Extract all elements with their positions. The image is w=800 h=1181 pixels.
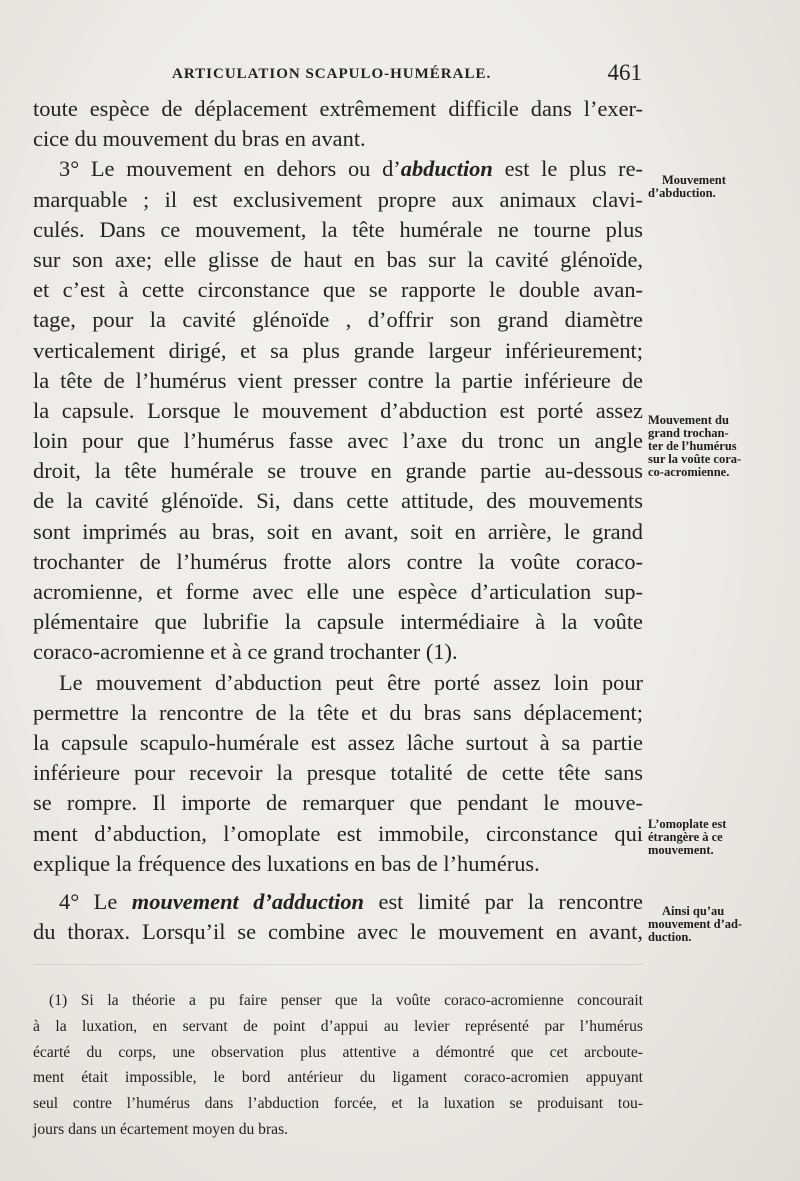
- text-line: se rompre. Il importe de remarquer que pendant le mouve-: [33, 790, 643, 816]
- footnote-line: (1) Si la théorie a pu faire penser que la voûte coraco-acromienne concourait: [49, 992, 643, 1009]
- text-line: la capsule scapulo-humérale est assez lâche surtout à sa partie: [33, 729, 643, 755]
- text-line: la tête de l’humérus vient presser contre la partie inférieure de: [33, 367, 643, 393]
- footnote: [33, 988, 643, 1143]
- text-line: 3° Le mouvement en dehors ou d’abduction est le plus re-: [59, 156, 643, 182]
- text-line: verticalement dirigé, et sa plus grande largeur inférieurement;: [33, 337, 643, 363]
- text-line: plémentaire que lubrifie la capsule intermédiaire à la voûte: [33, 609, 643, 635]
- text-line: du thorax. Lorsqu’il se combine avec le mouvement en avant,: [33, 919, 643, 945]
- text-line: explique la fréquence des luxations en bas de l’humérus.: [33, 850, 540, 876]
- page-header: [172, 60, 642, 90]
- text-line: trochanter de l’humérus frotte alors contre la voûte coraco-: [33, 548, 643, 574]
- footnote-line: à la luxation, en servant de point d’appui au levier représenté par l’humérus: [33, 1017, 643, 1035]
- term-abduction: abduction: [400, 156, 493, 182]
- margin-note-omoplate: L’omoplate est étrangère à ce mouvement.: [648, 817, 727, 857]
- footnote-line: ment était impossible, le bord antérieur du ligament coraco-acromien appuyant: [33, 1069, 643, 1087]
- text-line: et c’est à cette circonstance que se rapporte le double avan-: [33, 277, 643, 303]
- text-line: culés. Dans ce mouvement, la tête humérale ne tourne plus: [33, 216, 643, 242]
- page-number: 461: [607, 60, 642, 85]
- margin-note-abduction: Mouvement d’abduction.: [648, 173, 726, 200]
- text-line: permettre la rencontre de la tête et du bras sans déplacement;: [33, 699, 643, 725]
- footnote-line: jours dans un écartement moyen du bras.: [33, 1120, 289, 1138]
- text-line: coraco-acromienne et à ce grand trochanter (1).: [33, 639, 458, 665]
- text-line: 4° Le mouvement d’adduction est limité par la rencontre: [59, 888, 643, 914]
- text-line: toute espèce de déplacement extrêmement difficile dans l’exer-: [33, 96, 643, 121]
- footnote-line: écarté du corps, une observation plus attentive a démontré que cet arcboute-: [33, 1043, 643, 1061]
- text-line: tage, pour la cavité glénoïde , d’offrir son grand diamètre: [33, 307, 643, 333]
- text-line: de la cavité glénoïde. Si, dans cette attitude, des mouvements: [33, 488, 643, 514]
- text-line: acromienne, et forme avec elle une espèce d’articulation sup-: [33, 579, 643, 604]
- text-line: cice du mouvement du bras en avant.: [33, 126, 366, 152]
- text-line: la capsule. Lorsque le mouvement d’abduction est porté assez: [33, 397, 643, 423]
- margin-note-trochanter: Mouvement du grand trochan- ter de l’humérus sur la voûte cora- co-acromienne.: [648, 413, 742, 479]
- text-line: sont imprimés au bras, soit en avant, soit en arrière, le grand: [33, 518, 643, 544]
- text-line: Le mouvement d’abduction peut être porté assez loin pour: [59, 669, 643, 695]
- text-line: sur son axe; elle glisse de haut en bas sur la cavité glénoïde,: [33, 246, 643, 272]
- text-line: marquable ; il est exclusivement propre aux animaux clavi-: [33, 186, 643, 212]
- footnote-separator: [33, 964, 643, 965]
- main-text: [33, 94, 643, 947]
- footnote-line: seul contre l’humérus dans l’abduction forcée, et la luxation se produisant tou-: [33, 1095, 643, 1113]
- text-line: droit, la tête humérale se trouve en grande partie au-dessous: [33, 458, 643, 484]
- text-line: inférieure pour recevoir la presque totalité de cette tête sans: [33, 760, 643, 786]
- text-line: ment d’abduction, l’omoplate est immobile, circonstance qui: [33, 820, 643, 846]
- term-adduction: mouvement d’adduction: [131, 888, 364, 914]
- margin-note-adduction: Ainsi qu’au mouvement d’ad- duction.: [648, 904, 743, 944]
- text-line: loin pour que l’humérus fasse avec l’axe du tronc un angle: [33, 428, 643, 454]
- running-title: ARTICULATION SCAPULO-HUMÉRALE.: [172, 66, 492, 82]
